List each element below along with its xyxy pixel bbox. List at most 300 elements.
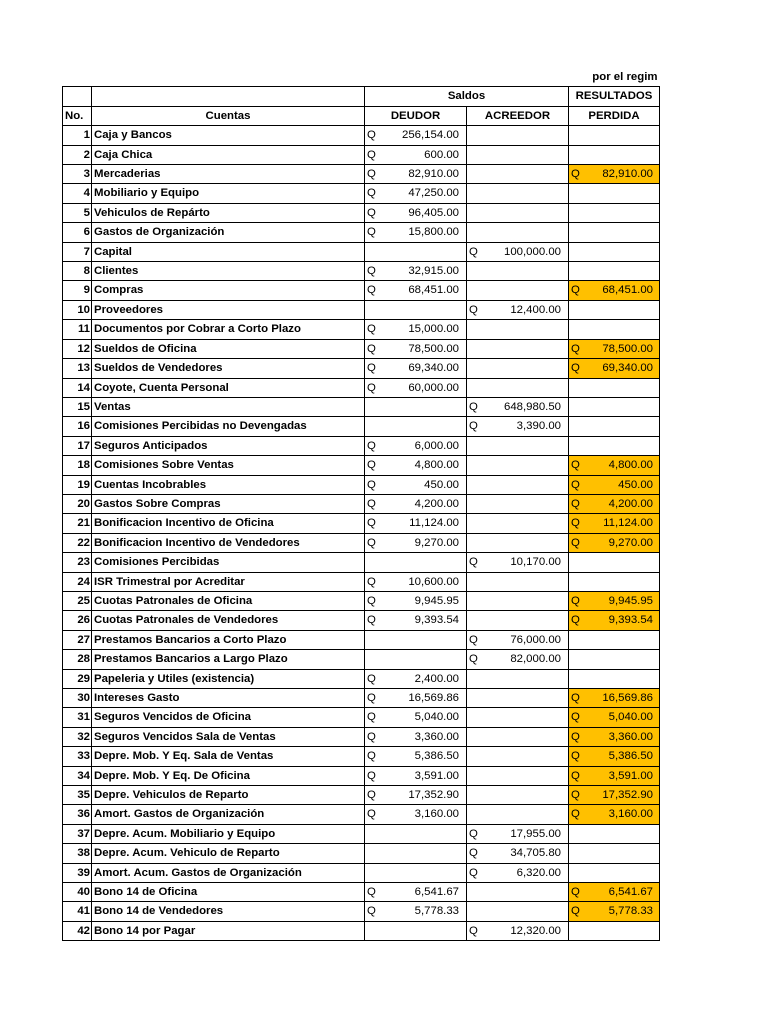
currency-symbol: Q [367,323,376,336]
deudor-amount: 5,386.50 [414,750,459,763]
currency-symbol: Q [367,226,376,239]
table-row [63,417,660,436]
account-name: Coyote, Cuenta Personal [92,378,365,397]
deudor-amount-cell [365,591,467,610]
perdida-amount-cell [569,456,660,475]
deudor-amount-cell [365,650,467,669]
acreedor-amount-cell [467,475,569,494]
deudor-amount-cell [365,184,467,203]
deudor-amount-cell [365,921,467,940]
deudor-amount: 60,000.00 [408,381,459,394]
account-name: ISR Trimestral por Acreditar [92,572,365,591]
table-row [63,378,660,397]
perdida-amount: 16,569.86 [602,692,653,704]
acreedor-amount-cell [467,533,569,552]
table-row [63,611,660,630]
acreedor-amount: 648,980.50 [503,400,561,413]
currency-symbol: Q [367,789,376,802]
deudor-amount-cell [365,417,467,436]
row-number: 19 [63,475,92,494]
acreedor-amount-cell [467,417,569,436]
account-name: Intereses Gasto [92,689,365,708]
perdida-amount-cell [569,417,660,436]
deudor-amount: 2,400.00 [414,672,459,685]
currency-symbol: Q [469,556,478,569]
perdida-amount-cell [569,184,660,203]
row-number: 29 [63,669,92,688]
regime-note: por el regim [592,71,658,83]
acreedor-amount-cell [467,727,569,746]
currency-symbol: Q [367,711,376,724]
acreedor-amount-cell [467,145,569,164]
currency-symbol: Q [367,362,376,375]
table-row [63,669,660,688]
currency-symbol: Q [367,168,376,181]
accounts-table [62,68,660,941]
row-number: 39 [63,863,92,882]
currency-symbol: Q [367,769,376,782]
deudor-amount: 9,270.00 [414,536,459,549]
currency-symbol: Q [571,362,580,375]
table-row [63,397,660,416]
currency-symbol: Q [367,614,376,627]
table-row [63,126,660,145]
perdida-amount-cell [569,436,660,455]
row-number: 23 [63,553,92,572]
acreedor-amount: 100,000.00 [503,245,561,258]
perdida-amount-cell [569,805,660,824]
acreedor-amount-cell [467,611,569,630]
deudor-amount: 9,945.95 [414,594,459,607]
deudor-amount-cell [365,553,467,572]
currency-symbol: Q [469,827,478,840]
account-name: Depre. Acum. Vehiculo de Reparto [92,844,365,863]
currency-symbol: Q [367,536,376,549]
row-number: 6 [63,223,92,242]
account-name: Papeleria y Utiles (existencia) [92,669,365,688]
deudor-amount: 4,800.00 [414,459,459,472]
deudor-amount: 600.00 [424,148,459,161]
table-row [63,553,660,572]
deudor-amount-cell [365,766,467,785]
deudor-amount-cell [365,824,467,843]
deudor-amount: 3,591.00 [414,769,459,782]
deudor-amount-cell [365,281,467,300]
table-row [63,320,660,339]
currency-symbol: Q [367,381,376,394]
currency-symbol: Q [469,420,478,433]
row-number: 15 [63,397,92,416]
perdida-amount: 4,800.00 [608,459,653,472]
perdida-amount-cell [569,359,660,378]
perdida-amount-cell [569,650,660,669]
header-row-groups [63,87,660,106]
currency-symbol: Q [571,168,580,181]
table-row [63,184,660,203]
currency-symbol: Q [367,265,376,278]
account-name: Vehiculos de Repárto [92,203,365,222]
perdida-amount: 3,160.00 [608,808,653,821]
perdida-amount-cell [569,572,660,591]
row-number: 38 [63,844,92,863]
deudor-amount-cell [365,630,467,649]
currency-symbol: Q [367,284,376,297]
currency-symbol: Q [571,750,580,763]
currency-symbol: Q [367,886,376,899]
perdida-amount-cell [569,611,660,630]
currency-symbol: Q [367,497,376,510]
acreedor-amount-cell [467,514,569,533]
deudor-amount: 68,451.00 [408,284,459,297]
row-number: 41 [63,902,92,921]
deudor-amount-cell [365,689,467,708]
deudor-amount: 10,600.00 [408,575,459,588]
deudor-amount: 6,541.67 [414,886,459,899]
table-row [63,727,660,746]
currency-symbol: Q [571,905,580,918]
deudor-amount: 11,124.00 [409,517,459,530]
deudor-amount-cell [365,883,467,902]
perdida-amount-cell [569,320,660,339]
acreedor-amount-cell [467,184,569,203]
perdida-amount-cell [569,397,660,416]
perdida-amount-cell [569,669,660,688]
table-row [63,650,660,669]
deudor-amount-cell [365,863,467,882]
perdida-amount-cell [569,689,660,708]
deudor-amount-cell [365,494,467,513]
acreedor-amount: 12,400.00 [510,303,561,316]
row-number: 13 [63,359,92,378]
currency-symbol: Q [469,633,478,646]
deudor-amount-cell [365,805,467,824]
table-row [63,203,660,222]
resultados-header: RESULTADOS [569,87,660,106]
deudor-amount-cell [365,844,467,863]
currency-symbol: Q [367,129,376,142]
perdida-amount-cell [569,378,660,397]
perdida-amount-cell [569,145,660,164]
account-name: Cuotas Patronales de Oficina [92,591,365,610]
acreedor-amount-cell [467,805,569,824]
deudor-amount: 6,000.00 [414,439,459,452]
saldos-header: Saldos [365,87,569,106]
acreedor-amount-cell [467,320,569,339]
account-name: Gastos Sobre Compras [92,494,365,513]
deudor-amount-cell [365,475,467,494]
perdida-amount: 9,270.00 [608,536,653,549]
perdida-amount: 11,124.00 [603,517,653,530]
acreedor-amount: 76,000.00 [510,633,561,646]
perdida-amount: 17,352.90 [602,789,653,802]
account-name: Proveedores [92,300,365,319]
currency-symbol: Q [469,847,478,860]
table-row [63,262,660,281]
currency-symbol: Q [469,924,478,937]
perdida-amount: 6,541.67 [608,886,653,899]
acreedor-amount-cell [467,397,569,416]
row-number: 14 [63,378,92,397]
currency-symbol: Q [571,692,580,704]
table-row [63,747,660,766]
perdida-amount-cell [569,533,660,552]
perdida-amount-cell [569,339,660,358]
row-number: 16 [63,417,92,436]
currency-symbol: Q [367,672,376,685]
row-number: 5 [63,203,92,222]
row-number: 40 [63,883,92,902]
accounts-body [63,126,660,941]
deudor-amount-cell [365,514,467,533]
account-name: Prestamos Bancarios a Largo Plazo [92,650,365,669]
perdida-amount: 82,910.00 [602,168,653,181]
account-name: Mobiliario y Equipo [92,184,365,203]
currency-symbol: Q [367,594,376,607]
account-name: Cuentas Incobrables [92,475,365,494]
deudor-amount: 17,352.90 [408,789,459,802]
row-number: 11 [63,320,92,339]
deudor-amount: 3,160.00 [414,808,459,821]
row-number: 18 [63,456,92,475]
row-number: 26 [63,611,92,630]
account-name: Comisiones Percibidas [92,553,365,572]
acreedor-amount-cell [467,242,569,261]
perdida-amount: 78,500.00 [602,342,653,355]
acreedor-amount-cell [467,902,569,921]
acreedor-amount-cell [467,863,569,882]
acreedor-amount-cell [467,436,569,455]
account-name: Seguros Anticipados [92,436,365,455]
table-row [63,708,660,727]
deudor-amount: 9,393.54 [414,614,459,627]
table-row [63,339,660,358]
perdida-amount-cell [569,902,660,921]
perdida-amount: 450.00 [618,478,653,491]
perdida-amount-cell [569,553,660,572]
account-name: Bono 14 por Pagar [92,921,365,940]
currency-symbol: Q [571,342,580,355]
row-number: 20 [63,494,92,513]
deudor-amount-cell [365,262,467,281]
currency-symbol: Q [367,730,376,743]
row-number: 25 [63,591,92,610]
currency-symbol: Q [367,148,376,161]
acreedor-amount-cell [467,339,569,358]
deudor-amount: 82,910.00 [408,168,459,181]
row-number: 34 [63,766,92,785]
deudor-amount: 15,800.00 [408,226,459,239]
row-number: 32 [63,727,92,746]
acreedor-amount: 12,320.00 [510,924,561,937]
row-number: 2 [63,145,92,164]
perdida-amount-cell [569,262,660,281]
row-number: 27 [63,630,92,649]
acreedor-amount-cell [467,689,569,708]
deudor-amount-cell [365,747,467,766]
acreedor-amount-cell [467,126,569,145]
perdida-amount-cell [569,281,660,300]
currency-symbol: Q [571,284,580,297]
currency-symbol: Q [571,711,580,724]
perdida-amount-cell [569,630,660,649]
deudor-amount: 69,340.00 [408,362,459,375]
deudor-amount-cell [365,223,467,242]
header-row-columns [63,106,660,125]
acreedor-amount-cell [467,262,569,281]
row-number: 37 [63,824,92,843]
account-name: Sueldos de Vendedores [92,359,365,378]
deudor-amount-cell [365,339,467,358]
currency-symbol: Q [469,866,478,879]
perdida-amount: 69,340.00 [602,362,653,375]
currency-symbol: Q [367,459,376,472]
perdida-amount-cell [569,708,660,727]
table-row [63,824,660,843]
deudor-amount-cell [365,786,467,805]
deudor-amount-cell [365,436,467,455]
row-number: 3 [63,165,92,184]
table-row [63,902,660,921]
account-name: Cuotas Patronales de Vendedores [92,611,365,630]
account-name: Caja y Bancos [92,126,365,145]
perdida-amount-cell [569,727,660,746]
perdida-amount-cell [569,300,660,319]
deudor-amount: 15,000.00 [408,323,459,336]
currency-symbol: Q [571,769,580,782]
balance-sheet [62,68,659,941]
row-number: 42 [63,921,92,940]
acreedor-amount-cell [467,650,569,669]
account-name: Bonificacion Incentivo de Oficina [92,514,365,533]
table-row [63,223,660,242]
perdida-amount: 5,386.50 [608,750,653,763]
acreedor-amount-cell [467,630,569,649]
currency-symbol: Q [571,459,580,472]
perdida-amount-cell [569,475,660,494]
currency-symbol: Q [367,342,376,355]
table-row [63,630,660,649]
perdida-amount: 9,393.54 [608,614,653,627]
table-row [63,281,660,300]
table-row [63,359,660,378]
perdida-amount-cell [569,863,660,882]
table-row [63,514,660,533]
account-name: Depre. Vehiculos de Reparto [92,786,365,805]
account-name: Comisiones Percibidas no Devengadas [92,417,365,436]
table-row [63,572,660,591]
table-row [63,883,660,902]
perdida-amount-cell [569,591,660,610]
deudor-amount: 96,405.00 [408,206,459,219]
deudor-amount-cell [365,203,467,222]
perdida-amount: 5,778.33 [608,905,653,918]
col-acreedor-header: ACREEDOR [467,106,569,125]
deudor-amount-cell [365,397,467,416]
deudor-amount: 4,200.00 [414,497,459,510]
currency-symbol: Q [367,439,376,452]
deudor-amount-cell [365,902,467,921]
account-name: Bono 14 de Vendedores [92,902,365,921]
perdida-amount-cell [569,747,660,766]
table-row [63,689,660,708]
deudor-amount: 78,500.00 [408,342,459,355]
table-row [63,766,660,785]
table-row [63,165,660,184]
currency-symbol: Q [367,905,376,918]
account-name: Documentos por Cobrar a Corto Plazo [92,320,365,339]
currency-symbol: Q [367,692,376,704]
row-number: 31 [63,708,92,727]
acreedor-amount-cell [467,786,569,805]
perdida-amount: 3,360.00 [608,730,653,743]
table-row [63,863,660,882]
col-perdida-header: PERDIDA [569,106,660,125]
deudor-amount-cell [365,669,467,688]
row-number: 21 [63,514,92,533]
currency-symbol: Q [571,614,580,627]
acreedor-amount-cell [467,708,569,727]
table-row [63,436,660,455]
deudor-amount-cell [365,145,467,164]
currency-symbol: Q [571,478,580,491]
account-name: Mercaderias [92,165,365,184]
row-number: 35 [63,786,92,805]
row-number: 9 [63,281,92,300]
deudor-amount: 32,915.00 [408,265,459,278]
col-no-header: No. [63,106,92,125]
header-row-regime [63,68,660,87]
deudor-amount-cell [365,300,467,319]
account-name: Amort. Gastos de Organización [92,805,365,824]
table-row [63,494,660,513]
acreedor-amount-cell [467,456,569,475]
deudor-amount: 450.00 [424,478,459,491]
perdida-amount: 4,200.00 [608,497,653,510]
row-number: 17 [63,436,92,455]
table-row [63,844,660,863]
deudor-amount-cell [365,320,467,339]
row-number: 12 [63,339,92,358]
row-number: 4 [63,184,92,203]
deudor-amount-cell [365,708,467,727]
acreedor-amount-cell [467,766,569,785]
account-name: Comisiones Sobre Ventas [92,456,365,475]
perdida-amount-cell [569,223,660,242]
deudor-amount: 16,569.86 [408,692,459,704]
currency-symbol: Q [571,497,580,510]
row-number: 30 [63,689,92,708]
account-name: Seguros Vencidos de Oficina [92,708,365,727]
currency-symbol: Q [571,517,580,530]
col-cuentas-header: Cuentas [92,106,365,125]
account-name: Amort. Acum. Gastos de Organización [92,863,365,882]
currency-symbol: Q [571,536,580,549]
table-row [63,475,660,494]
currency-symbol: Q [367,750,376,763]
deudor-amount-cell [365,456,467,475]
acreedor-amount-cell [467,494,569,513]
deudor-amount-cell [365,359,467,378]
account-name: Ventas [92,397,365,416]
currency-symbol: Q [571,886,580,899]
deudor-amount-cell [365,611,467,630]
perdida-amount: 3,591.00 [608,769,653,782]
row-number: 22 [63,533,92,552]
acreedor-amount: 3,390.00 [516,420,561,433]
currency-symbol: Q [571,789,580,802]
account-name: Prestamos Bancarios a Corto Plazo [92,630,365,649]
account-name: Seguros Vencidos Sala de Ventas [92,727,365,746]
